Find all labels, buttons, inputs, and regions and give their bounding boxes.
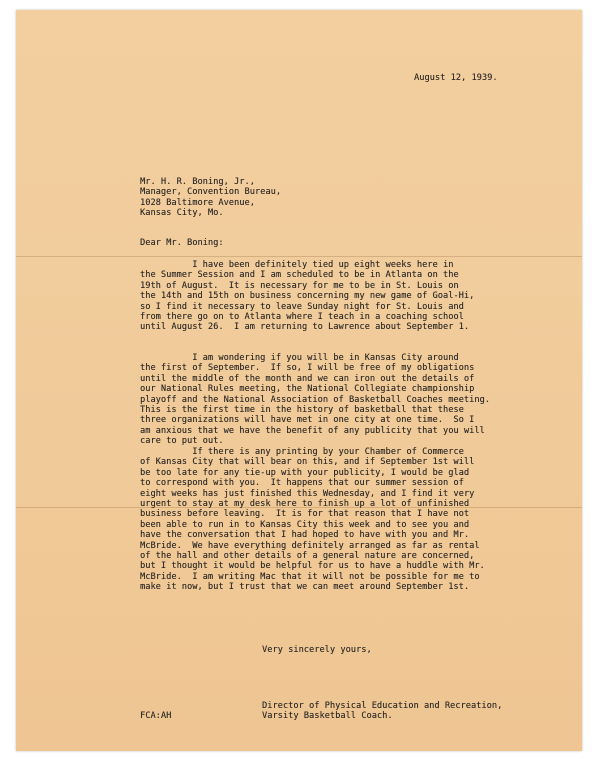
body-paragraph xyxy=(140,353,490,447)
paragraph-line: am anxious that we have the benefit of any publicity that you will xyxy=(140,425,485,436)
letter-date: August 12, 1939. xyxy=(414,73,498,83)
recipient-line: Manager, Convention Bureau, xyxy=(140,187,282,198)
recipient-address xyxy=(140,177,281,219)
paragraph-line: If there is any printing by your Chamber of Commerce xyxy=(140,447,464,457)
paragraph-line: 19th of August. It is necessary for me to be in St. Louis on xyxy=(140,280,459,291)
typist-initials: FCA:AH xyxy=(140,711,172,721)
closing: Very sincerely yours, xyxy=(262,645,372,655)
paper-fold-line xyxy=(16,256,582,257)
paragraph-line: until the middle of the month and we can iron out the details of xyxy=(140,373,475,384)
paragraph-line: be too late for any tie-up with your publicity, I would be glad xyxy=(140,467,470,478)
paragraph-line: from there go on to Atlanta where I teach in a coaching school xyxy=(140,312,464,323)
recipient-line: 1028 Baltimore Avenue, xyxy=(140,197,255,208)
paragraph-line: of Kansas City that will bear on this, and if September 1st will xyxy=(140,457,475,468)
recipient-line: Mr. H. R. Boning, Jr., xyxy=(140,177,255,187)
paragraph-line: I am wondering if you will be in Kansas City around xyxy=(140,353,459,363)
signature-title xyxy=(262,701,502,722)
paragraph-line: eight weeks has just finished this Wednesday, and I find it very xyxy=(140,488,475,499)
paragraph-line: so I find it necessary to leave Sunday night for St. Louis and xyxy=(140,301,464,312)
paragraph-line: have the conversation that I had hoped to have with you and Mr. xyxy=(140,530,470,541)
paragraph-line: of the hall and other details of a general nature are concerned, xyxy=(140,551,475,562)
paragraph-line: McBride. We have everything definitely arranged as far as rental xyxy=(140,540,480,551)
paragraph-line: care to put out. xyxy=(140,436,224,447)
paragraph-line: to correspond with you. It happens that our summer session of xyxy=(140,478,464,489)
paragraph-line: three organizations will have met in one city at one time. So I xyxy=(140,415,475,426)
paragraph-line: make it now, but I trust that we can meet around September 1st. xyxy=(140,582,470,593)
paragraph-line: our National Rules meeting, the National Collegiate championship xyxy=(140,384,475,395)
paragraph-line: the 14th and 15th on business concerning my new game of Goal-Hi, xyxy=(140,291,475,302)
paragraph-line: until August 26. I am returning to Lawrence about September 1. xyxy=(140,322,470,333)
paragraph-line: I have been definitely tied up eight weeks here in xyxy=(140,260,454,270)
body-paragraph xyxy=(140,447,485,593)
paragraph-line: business before leaving. It is for that reason that I have not xyxy=(140,509,470,520)
recipient-line: Kansas City, Mo. xyxy=(140,208,224,219)
paragraph-line: been able to run in to Kansas City this week and to see you and xyxy=(140,519,470,530)
signature-title-line: Varsity Basketball Coach. xyxy=(262,711,393,722)
paragraph-line: the Summer Session and I am scheduled to be in Atlanta on the xyxy=(140,270,459,281)
paragraph-line: urgent to stay at my desk here to finish up a lot of unfinished xyxy=(140,499,470,510)
paragraph-line: playoff and the National Association of Basketball Coaches meeting. xyxy=(140,394,490,405)
paragraph-line: the first of September. If so, I will be free of my obligations xyxy=(140,363,475,374)
paragraph-line: McBride. I am writing Mac that it will not be possible for me to xyxy=(140,571,480,582)
body-paragraph xyxy=(140,260,474,333)
salutation: Dear Mr. Boning: xyxy=(140,238,224,248)
paragraph-line: but I thought it would be helpful for us to have a huddle with Mr. xyxy=(140,561,485,572)
signature-title-line: Director of Physical Education and Recreation, xyxy=(262,701,503,711)
letter-page xyxy=(16,10,582,751)
paragraph-line: This is the first time in the history of basketball that these xyxy=(140,405,464,416)
